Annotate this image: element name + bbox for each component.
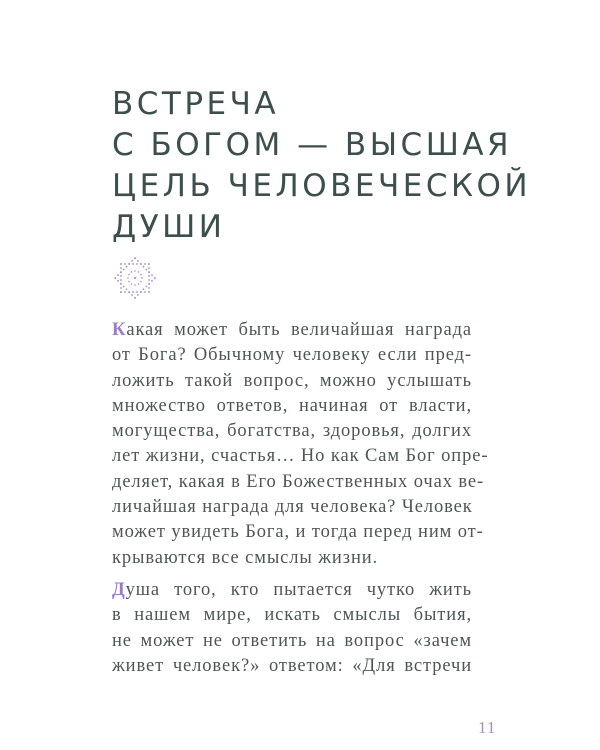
text-line: может увидеть Бога, и тогда перед ним от- bbox=[112, 522, 484, 543]
chapter-title-line: ВСТРЕЧА bbox=[112, 86, 280, 122]
paragraph-2 bbox=[112, 578, 472, 679]
text-line: личайшая награда для человека? Человек bbox=[112, 497, 473, 518]
text-line: деляет, какая в Его Божественных очах ве- bbox=[112, 471, 485, 492]
text-line: могущества, богатства, здоровья, долгих bbox=[112, 421, 472, 442]
text-line: в нашем мире, искать смыслы бытия, bbox=[112, 605, 472, 626]
text-line: от Бога? Обычному человеку если пред- bbox=[112, 345, 472, 366]
text-line: уша того, кто пытается чутко жить bbox=[125, 580, 472, 600]
page-number: 11 bbox=[478, 718, 497, 737]
chapter-title-line: ДУШИ bbox=[112, 209, 226, 245]
drop-cap: Д bbox=[112, 580, 126, 600]
text-line: акая может быть величайшая награда bbox=[126, 320, 472, 340]
paragraph-1 bbox=[112, 318, 489, 571]
drop-cap: К bbox=[112, 320, 127, 340]
chapter-title-line: С БОГОМ — ВЫСШАЯ bbox=[112, 127, 513, 163]
text-line: крываются все смыслы жизни. bbox=[112, 547, 379, 568]
text-line: не может не ответить на вопрос «зачем bbox=[112, 630, 472, 651]
chapter-title-line: ЦЕЛЬ ЧЕЛОВЕЧЕСКОЙ bbox=[112, 168, 532, 204]
chapter-title bbox=[112, 84, 531, 248]
dotted-star-ornament-icon bbox=[112, 255, 158, 301]
text-line: ложить такой вопрос, можно услышать bbox=[112, 370, 472, 391]
text-line: лет жизни, счастья… Но как Сам Бог опре- bbox=[112, 446, 489, 467]
text-line: множество ответов, начиная от власти, bbox=[112, 395, 472, 416]
text-line: живет человек?» ответом: «Для встречи bbox=[112, 655, 472, 676]
